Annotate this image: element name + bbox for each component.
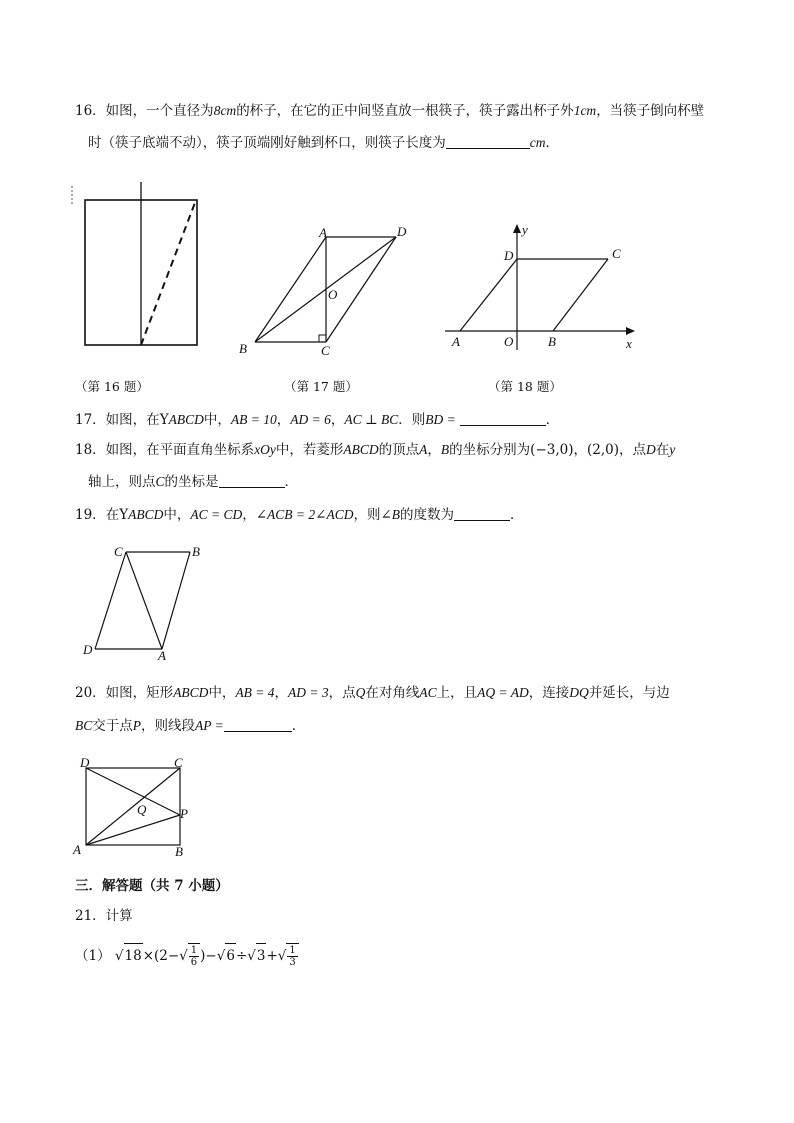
q16-line2: 时（筷子底端不动），筷子顶端刚好触到杯口，则筷子长度为 cm． bbox=[88, 135, 559, 151]
fig19-label-C: C bbox=[114, 544, 123, 559]
answer-blank-20[interactable] bbox=[224, 717, 292, 732]
fig20-label-P: P bbox=[180, 806, 188, 821]
figure-18-coordinate-rhombus bbox=[440, 220, 650, 355]
fig18-label-D: D bbox=[504, 248, 514, 263]
fig20-label-C: C bbox=[174, 755, 183, 770]
fig20-label-Q: Q bbox=[137, 802, 147, 817]
section-3-heading: 三．解答题（共 7 小题） bbox=[75, 878, 229, 894]
fig17-label-O: O bbox=[328, 287, 338, 302]
q18-line2: 轴上，则点C的坐标是 ． bbox=[88, 474, 299, 490]
fig17-label-A: A bbox=[319, 225, 327, 240]
q16-line1: 16．如图，一个直径为8cm的杯子，在它的正中间竖直放一根筷子，筷子露出杯子外1cm，当筷子倒向杯壁 bbox=[75, 103, 705, 119]
fig18-label-B: B bbox=[548, 334, 556, 349]
answer-blank-17[interactable] bbox=[460, 411, 546, 426]
fig18-label-y: y bbox=[522, 222, 528, 237]
fig18-label-O: O bbox=[504, 334, 514, 349]
fig19-label-A: A bbox=[158, 648, 166, 663]
figure-20-rectangle bbox=[70, 752, 200, 862]
caption-fig16: （第 16 题） bbox=[75, 379, 149, 394]
q20-line1: 20．如图，矩形ABCD中，AB = 4，AD = 3，点Q在对角线AC上，且AQ = AD，连接DQ并延长，与边 bbox=[75, 685, 670, 701]
caption-fig17: （第 17 题） bbox=[284, 379, 358, 394]
fig19-label-B: B bbox=[192, 544, 200, 559]
q20-line2: BC交于点P，则线段AP = ． bbox=[75, 718, 306, 734]
answer-blank-16[interactable] bbox=[446, 134, 530, 149]
q17-line: 17．如图，在YABCD中，AB = 10，AD = 6，AC ⊥ BC．则BD = ． bbox=[75, 412, 560, 428]
fig18-label-x: x bbox=[626, 336, 632, 351]
fig18-label-C: C bbox=[612, 246, 621, 261]
fig18-label-A: A bbox=[452, 334, 460, 349]
q18-line1: 18．如图，在平面直角坐标系xOy中，若菱形ABCD的顶点A，B的坐标分别为(−3,0)，(2,0)，点D在y bbox=[75, 442, 676, 458]
fig17-label-C: C bbox=[321, 343, 330, 358]
fig17-label-B: B bbox=[239, 341, 247, 356]
q19-line: 19．在YABCD中，AC = CD，∠ACB = 2∠ACD，则∠B的度数为 ． bbox=[75, 507, 524, 523]
caption-fig18: （第 18 题） bbox=[488, 379, 562, 394]
fig20-label-A: A bbox=[73, 842, 81, 857]
fig17-label-D: D bbox=[397, 224, 407, 239]
q21-title: 21．计算 bbox=[75, 908, 133, 924]
figure-19-parallelogram bbox=[80, 540, 215, 665]
fig20-label-D: D bbox=[80, 755, 90, 770]
q21-part1: （1） √18×(2−√ $\frac{1}{6}$ )−√6÷√3+√ $\frac{1}{3}$ bbox=[75, 943, 299, 968]
fig20-label-B: B bbox=[175, 844, 183, 859]
answer-blank-18[interactable] bbox=[219, 473, 285, 488]
fig19-label-D: D bbox=[83, 642, 93, 657]
figure-17-parallelogram bbox=[230, 222, 410, 362]
answer-blank-19[interactable] bbox=[454, 506, 510, 521]
figure-16-cup bbox=[70, 180, 210, 350]
